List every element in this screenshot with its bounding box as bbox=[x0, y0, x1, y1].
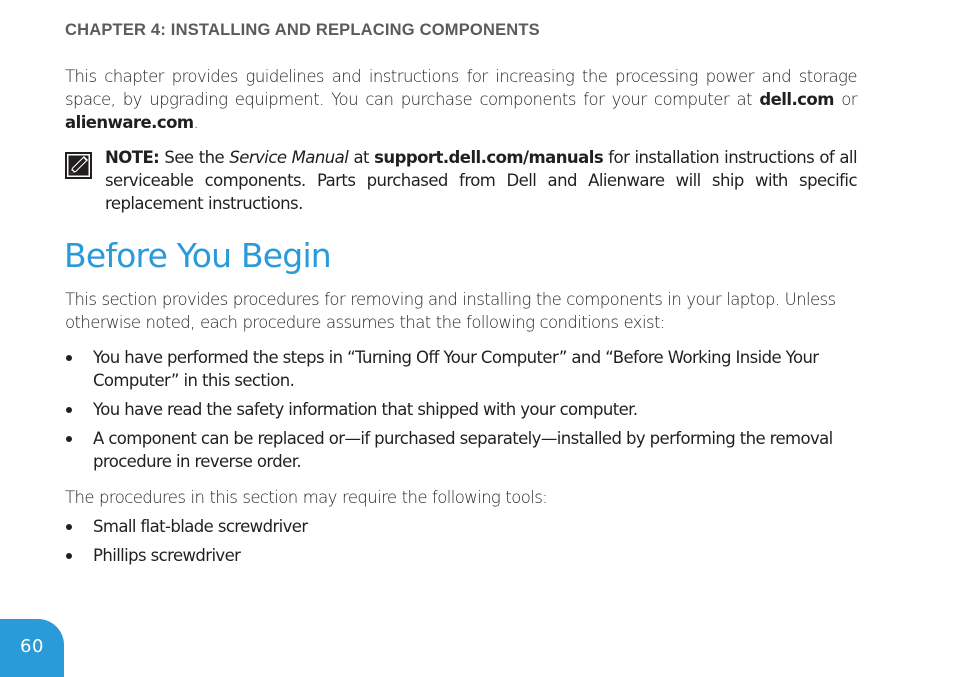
note-text bbox=[105, 146, 857, 215]
list-item: Phillips screwdriver bbox=[65, 544, 857, 567]
note-pre: See the bbox=[159, 148, 230, 167]
list-item: You have read the safety information that shipped with your computer. bbox=[65, 398, 845, 421]
list-item: Small flat-blade screwdriver bbox=[65, 515, 857, 538]
intro-end: . bbox=[193, 113, 199, 132]
tools-intro: The procedures in this section may require the following tools: bbox=[65, 488, 548, 507]
intro-paragraph bbox=[65, 65, 857, 134]
conditions-list bbox=[65, 346, 845, 479]
intro-joiner: or bbox=[833, 90, 857, 109]
chapter-heading: CHAPTER 4: INSTALLING AND REPLACING COMPONENTS bbox=[65, 21, 540, 39]
note-pencil-icon bbox=[65, 152, 92, 179]
note-post: for installation instructions of all serviceable components. Parts purchased from Dell and Alienware will ship with specific replacement instructions. bbox=[105, 148, 857, 213]
list-item: You have performed the steps in “Turning Off Your Computer” and “Before Working Inside Your Computer” in this section. bbox=[65, 346, 845, 392]
section-intro: This section provides procedures for removing and installing the components in your laptop. Unless otherwise noted, each procedure assumes that the following conditions exist: bbox=[65, 290, 836, 332]
note-at: at bbox=[348, 148, 375, 167]
note-label: NOTE: bbox=[105, 148, 160, 167]
section-title: Before You Begin bbox=[64, 236, 331, 275]
alienware-link[interactable]: alienware.com bbox=[65, 113, 194, 132]
list-item: A component can be replaced or—if purchased separately—installed by performing the removal procedure in reverse order. bbox=[65, 427, 845, 473]
service-manual-title: Service Manual bbox=[229, 148, 349, 167]
tools-list bbox=[65, 515, 857, 573]
intro-text: This chapter provides guidelines and instructions for increasing the processing power and storage space, by upgrading equipment. You can purchase components for your computer at bbox=[65, 67, 857, 109]
support-manuals-link[interactable]: support.dell.com/manuals bbox=[374, 148, 604, 167]
page-number: 60 bbox=[20, 636, 44, 657]
dell-link[interactable]: dell.com bbox=[759, 90, 834, 109]
